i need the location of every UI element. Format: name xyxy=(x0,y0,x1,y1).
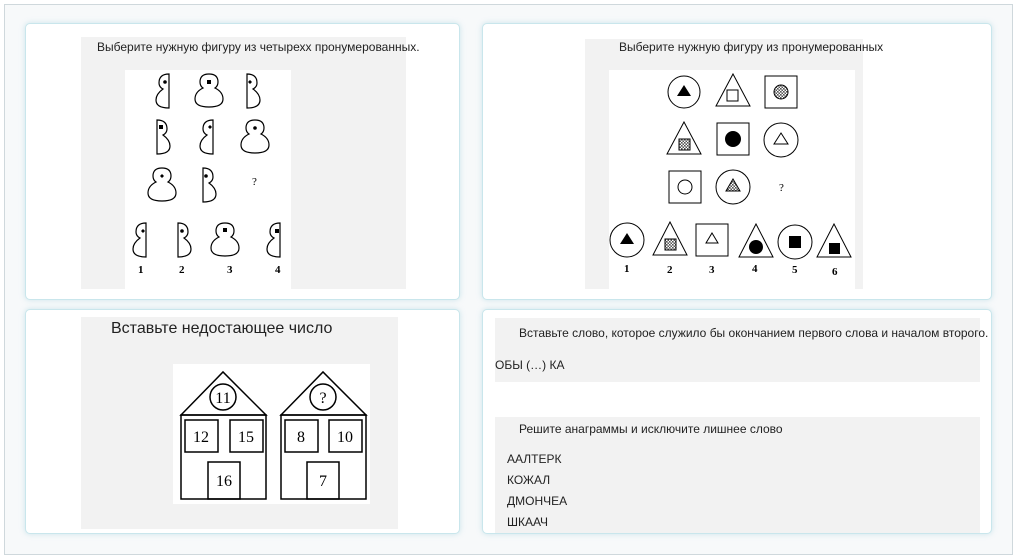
task3-image xyxy=(81,317,398,529)
option-label-1: 1 xyxy=(138,264,144,276)
task5-question: Решите анаграммы и исключите лишнее слово xyxy=(519,422,783,436)
option-label-3: 3 xyxy=(709,264,715,276)
figure-r2-triangle xyxy=(667,122,701,154)
house2-door: 7 xyxy=(319,473,327,490)
option-label-6: 6 xyxy=(832,266,838,278)
house2-window-b: 10 xyxy=(337,429,353,446)
option-figure-5[interactable] xyxy=(778,225,812,259)
option-figure-2[interactable] xyxy=(653,222,687,255)
house1-window-a: 12 xyxy=(193,429,209,446)
task3-houses-svg xyxy=(173,364,370,504)
option-label-4: 4 xyxy=(275,264,281,276)
house2-window-a: 8 xyxy=(297,429,305,446)
option-figure-2[interactable] xyxy=(178,223,191,257)
task1-mark: ? xyxy=(252,176,257,188)
house1-roof-number: 11 xyxy=(215,390,231,407)
option-figure-4[interactable] xyxy=(739,224,773,257)
task2-question: Выберите нужную фигуру из пронумерованных xyxy=(619,40,884,54)
task3-question: Вставьте недостающее число xyxy=(111,320,333,337)
task1-figure xyxy=(125,70,291,289)
task4-question: Вставьте слово, которое служило бы окончанием первого слова и началом второго. xyxy=(519,326,989,340)
anagram-word-1[interactable]: ААЛТЕРК xyxy=(507,452,562,466)
option-label-4: 4 xyxy=(752,263,758,275)
option-figure-6[interactable] xyxy=(817,224,851,257)
figure-r1-triangle xyxy=(716,74,750,106)
figure-r1-2 xyxy=(195,74,223,107)
task1-shapes-svg xyxy=(125,70,291,289)
task2-figure xyxy=(609,70,855,289)
task2-shapes-svg xyxy=(609,70,855,289)
task1-image xyxy=(81,37,420,289)
option-figure-4[interactable] xyxy=(267,223,280,257)
task4-puzzle: ОБЫ (…) КА xyxy=(495,358,565,372)
option-label-2: 2 xyxy=(179,264,185,276)
figure-r3-square xyxy=(669,171,701,203)
task4-block xyxy=(495,318,989,382)
task5-block xyxy=(495,417,980,533)
figure-r2-square xyxy=(717,123,749,155)
figure-r2-3 xyxy=(241,120,269,153)
task2-image xyxy=(585,39,884,289)
option-figure-3[interactable] xyxy=(211,223,239,256)
anagram-word-2[interactable]: КОЖАЛ xyxy=(507,473,551,487)
task1-question: Выберите нужную фигуру из четырехх пронумерованных. xyxy=(97,40,420,54)
option-figure-1[interactable] xyxy=(133,223,146,257)
house1-window-b: 15 xyxy=(238,429,254,446)
figure-r3-circle xyxy=(716,170,750,204)
figure-r3-1 xyxy=(148,168,176,201)
figure-r1-1 xyxy=(156,74,169,108)
option-label-3: 3 xyxy=(227,264,233,276)
figure-r1-square xyxy=(765,76,797,108)
house1-door: 16 xyxy=(216,473,232,490)
task-card-3 xyxy=(25,309,460,534)
house2-roof-number: ? xyxy=(319,390,327,407)
task3-figure xyxy=(173,364,370,504)
task-card-1 xyxy=(25,23,460,300)
task2-mark: ? xyxy=(779,182,784,194)
option-label-1: 1 xyxy=(624,263,630,275)
figure-r2-circle xyxy=(764,123,798,157)
task-card-4 xyxy=(482,309,992,534)
option-label-2: 2 xyxy=(667,264,673,276)
figure-r3-2 xyxy=(203,168,216,202)
figure-r1-circle xyxy=(668,76,700,108)
figure-r2-2 xyxy=(200,120,213,154)
anagram-word-3[interactable]: ДМОНЧЕА xyxy=(507,494,568,508)
anagram-word-4[interactable]: ШКААЧ xyxy=(507,515,549,529)
figure-r1-3 xyxy=(247,74,260,108)
option-figure-3[interactable] xyxy=(696,224,728,256)
option-label-5: 5 xyxy=(792,264,798,276)
option-figure-1[interactable] xyxy=(610,223,644,257)
task-card-2 xyxy=(482,23,992,300)
figure-r2-1 xyxy=(157,120,170,154)
